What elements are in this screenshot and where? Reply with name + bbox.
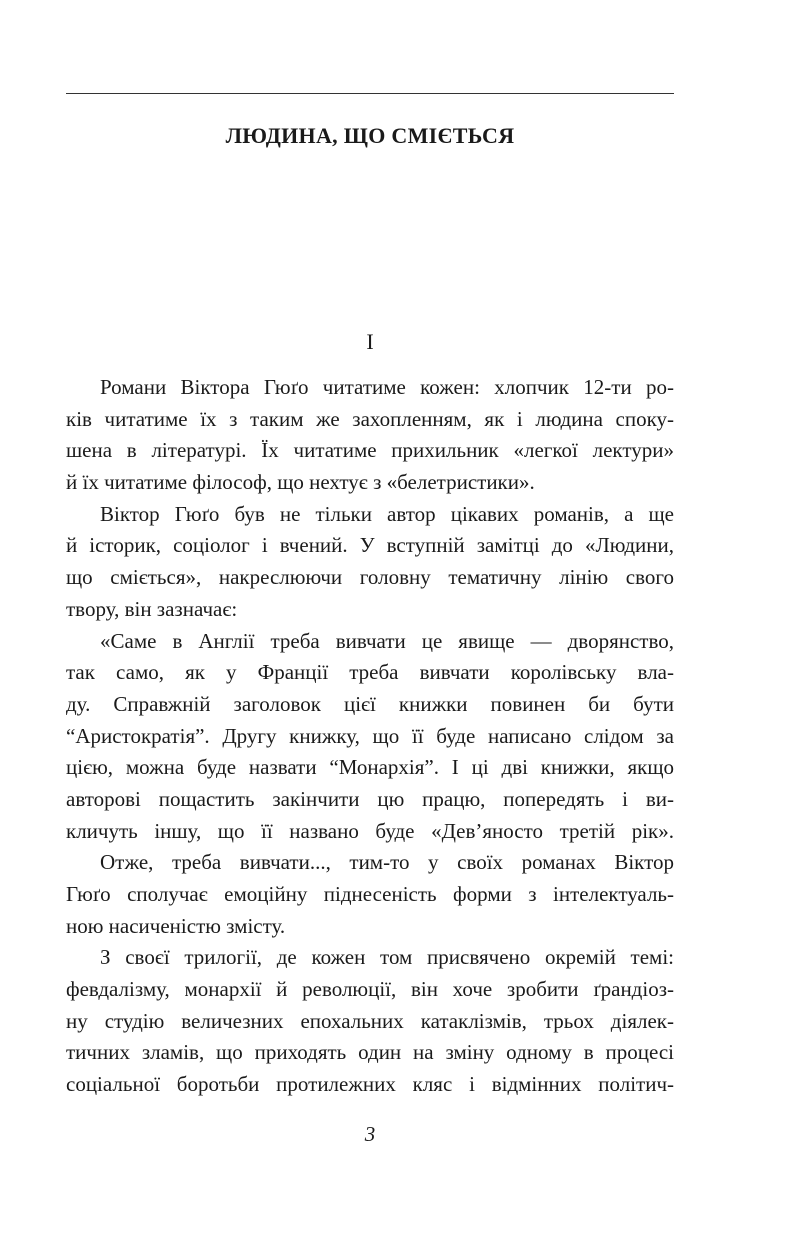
text-line: “Аристократія”. Другу книжку, що її буде написано слідом за [66, 723, 674, 748]
text-line: Гюґо сполучає емоційну піднесеність форми з інтелектуаль- [66, 882, 674, 906]
page-title: ЛЮДИНА, ЩО СМІЄТЬСЯ [225, 123, 515, 148]
text-line: Віктор Гюґо був не тільки автор цікавих романів, а ще [100, 501, 674, 526]
text-line: так само, як у Франції треба вивчати королівську вла- [66, 660, 674, 685]
text-line: тичних зламів, що приходять один на зміну одному в процесі [66, 1040, 674, 1065]
text-line: ду. Справжній заголовок цієї книжки повинен би бути [66, 691, 674, 716]
text-line: й історик, соціолог і вчений. У вступній замітці до «Людини, [66, 533, 674, 558]
page-number: 3 [364, 1122, 376, 1146]
text-line: авторові пощастить закінчити цю працю, попередять і ви- [66, 786, 674, 811]
text-line: твору, він зазначає: [66, 596, 238, 621]
text-line: цією, можна буде назвати “Монархія”. І ці дві книжки, якщо [66, 755, 674, 780]
header-rule [66, 93, 674, 94]
text-line: февдалізму, монархії й революції, він хоче зробити ґрандіоз- [66, 977, 674, 1002]
text-line: кличуть іншу, що її названо буде «Дев’яносто третій рік». [66, 818, 674, 843]
text-line: й їх читатиме філософ, що нехтує з «белетристики». [66, 470, 535, 495]
body-text [66, 372, 674, 1101]
text-line: Романи Віктора Гюґо читатиме кожен: хлопчик 12-ти ро- [100, 375, 674, 399]
text-line: ну студію величезних епохальних катаклізмів, трьох діялек- [66, 1008, 674, 1033]
text-line: З своєї трилогії, де кожен том присвячено окремій темі: [100, 945, 674, 970]
text-line: ною насиченістю змісту. [66, 913, 286, 938]
text-line: Отже, треба вивчати..., тим-то у своїх романах Віктор [100, 850, 674, 875]
text-line: соціальної боротьби протилежних кляс і відмінних політич- [66, 1072, 674, 1097]
section-numeral: I [366, 329, 374, 354]
text-line: що сміється», накреслюючи головну тематичну лінію свого [66, 565, 674, 590]
text-line: ків читатиме їх з таким же захопленням, як і людина споку- [66, 406, 674, 431]
text-line: шена в літературі. Їх читатиме прихильник «легкої лектури» [66, 438, 674, 463]
text-line: «Саме в Англії треба вивчати це явище — дворянство, [100, 628, 674, 653]
